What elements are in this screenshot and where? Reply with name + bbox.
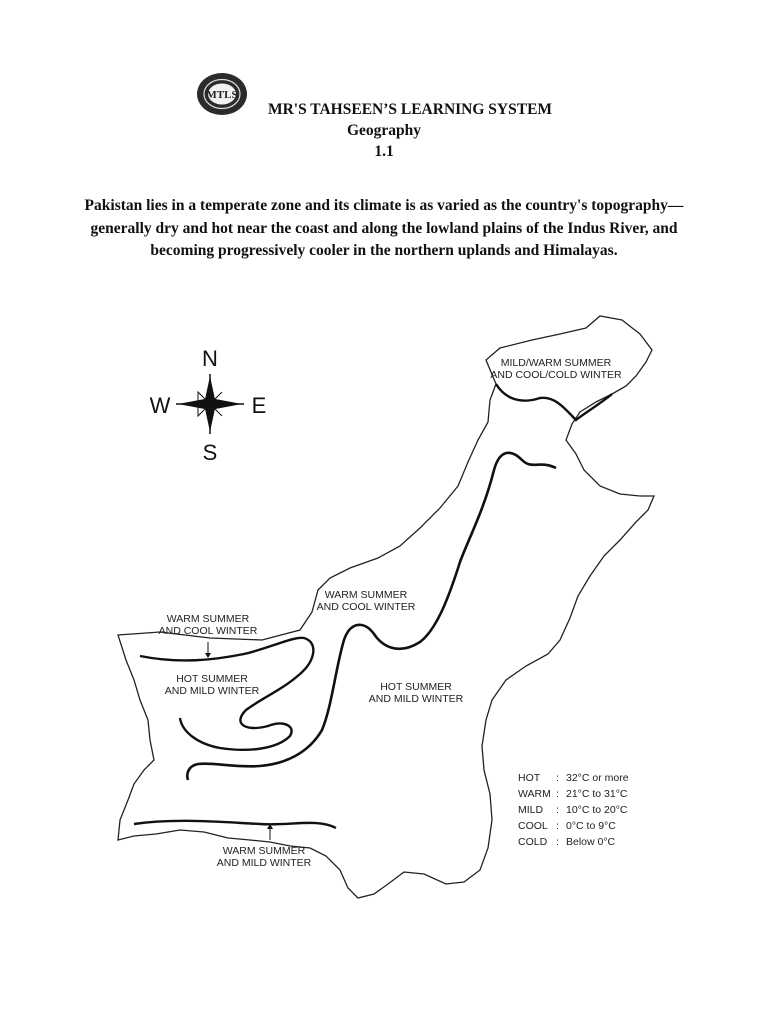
region-main-hot-label-line1: HOT SUMMER	[380, 681, 452, 693]
arrow-south-warm	[267, 824, 273, 840]
compass-west-label: W	[149, 393, 171, 418]
region-west-hot-label-line1: HOT SUMMER	[176, 673, 248, 685]
region-south-label-line2: AND MILD WINTER	[216, 857, 312, 869]
region-south-label-line1: WARM SUMMER	[222, 845, 306, 857]
legend-range-mild: 10°C to 20°C	[566, 804, 628, 816]
intro-paragraph: Pakistan lies in a temperate zone and its climate is as varied as the country's topography—generally dry and hot near the coast and along the lowland plains of the Indus River, and becoming progressively cooler in the northern uplands and Himalayas.	[84, 197, 684, 259]
region-west-warm-label-line1: WARM SUMMER	[166, 613, 250, 625]
region-north-label-line2: AND COOL/COLD WINTER	[490, 369, 622, 381]
legend-range-warm: 21°C to 31°C	[566, 788, 628, 800]
svg-text:MTLS: MTLS	[206, 89, 238, 101]
region-north-label-line1: MILD/WARM SUMMER	[500, 357, 612, 369]
region-west-hot-label-line2: AND MILD WINTER	[164, 685, 260, 697]
legend-term-mild: MILD	[518, 804, 544, 816]
legend-term-cold: COLD	[518, 836, 548, 848]
legend-colon: :	[556, 836, 559, 848]
region-center-warm-label-line2: AND COOL WINTER	[316, 601, 416, 613]
legend-term-hot: HOT	[518, 772, 541, 784]
region-center-warm-label-line1: WARM SUMMER	[324, 589, 408, 601]
legend-colon: :	[556, 788, 559, 800]
legend-term-cool: COOL	[518, 820, 548, 832]
zone-boundary-north	[496, 384, 612, 420]
compass-south-label: S	[202, 440, 218, 465]
compass-north-label: N	[202, 346, 218, 371]
legend-colon: :	[556, 820, 559, 832]
subject-title: Geography	[346, 122, 422, 139]
legend-term-warm: WARM	[518, 788, 551, 800]
region-main-hot-label-line2: AND MILD WINTER	[368, 693, 464, 705]
organization-title: MR'S TAHSEEN’S LEARNING SYSTEM	[267, 101, 553, 118]
legend-colon: :	[556, 772, 559, 784]
document-header	[0, 99, 768, 162]
section-number: 1.1	[374, 143, 394, 160]
compass-east-label: E	[251, 393, 267, 418]
zone-boundary-south	[134, 821, 336, 828]
arrow-west-warm	[205, 642, 211, 658]
legend-range-hot: 32°C or more	[566, 772, 629, 784]
legend-range-cold: Below 0°C	[566, 836, 616, 848]
region-west-warm-label-line2: AND COOL WINTER	[158, 625, 258, 637]
climate-map	[0, 300, 768, 920]
legend-range-cool: 0°C to 9°C	[566, 820, 616, 832]
legend-colon: :	[556, 804, 559, 816]
compass-rose	[150, 346, 267, 465]
temperature-legend	[518, 772, 629, 848]
